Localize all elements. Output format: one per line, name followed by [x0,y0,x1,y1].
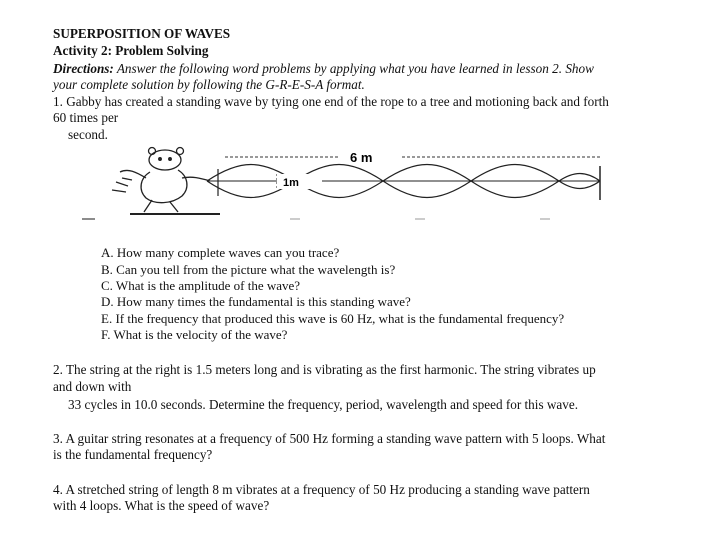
directions-line-2: your complete solution by following the G-R-E-S-A format. [53,77,365,92]
problem-2-line-3: 33 cycles in 10.0 seconds. Determine the frequency, period, wavelength and speed for this wave. [68,397,578,412]
boy-eye [159,158,162,161]
boy-eye-2 [169,158,172,161]
worksheet-title: SUPERPOSITION OF WAVES [53,26,231,41]
problem-1-line-1: 1. Gabby has created a standing wave by tying one end of the rope to a tree and motioning back and forth [53,94,609,109]
problem-3-line-1: 3. A guitar string resonates at a frequency of 500 Hz forming a standing wave pattern with 5 loops. What [53,431,606,446]
boy-body [141,170,187,203]
boy-back-arm [120,170,146,180]
problem-4-line-2: with 4 loops. What is the speed of wave? [53,498,270,513]
directions-label: Directions: [53,61,114,76]
boy-ear-right [177,148,184,155]
question-d: D. How many times the fundamental is this standing wave? [101,294,411,309]
question-b: B. Can you tell from the picture what the wavelength is? [101,262,396,277]
problem-2-line-1: 2. The string at the right is 1.5 meters long and is vibrating as the first harmonic. The string vibrates up [53,362,596,377]
boy-legs [144,200,178,212]
question-e: E. If the frequency that produced this wave is 60 Hz, what is the fundamental frequency? [101,311,565,326]
question-f: F. What is the velocity of the wave? [101,327,288,342]
boy-illustration [112,148,210,213]
activity-heading: Activity 2: Problem Solving [53,43,209,58]
problem-2-line-2: and down with [53,379,132,394]
problem-4-line-1: 4. A stretched string of length 8 m vibrates at a frequency of 50 Hz producing a standing wave pattern [53,482,590,497]
question-c: C. What is the amplitude of the wave? [101,278,301,293]
boy-head [149,150,181,170]
directions-text-1: Answer the following word problems by applying what you have learned in lesson 2. Show [116,61,594,76]
question-a: A. How many complete waves can you trace? [101,245,340,260]
motion-lines [112,182,128,192]
problem-1-line-3: second. [68,127,108,142]
segment-label: 1m [283,177,299,189]
problem-1-line-2: 60 times per [53,110,119,125]
length-label: 6 m [350,150,373,165]
problem-3-line-2: is the fundamental frequency? [53,447,213,462]
